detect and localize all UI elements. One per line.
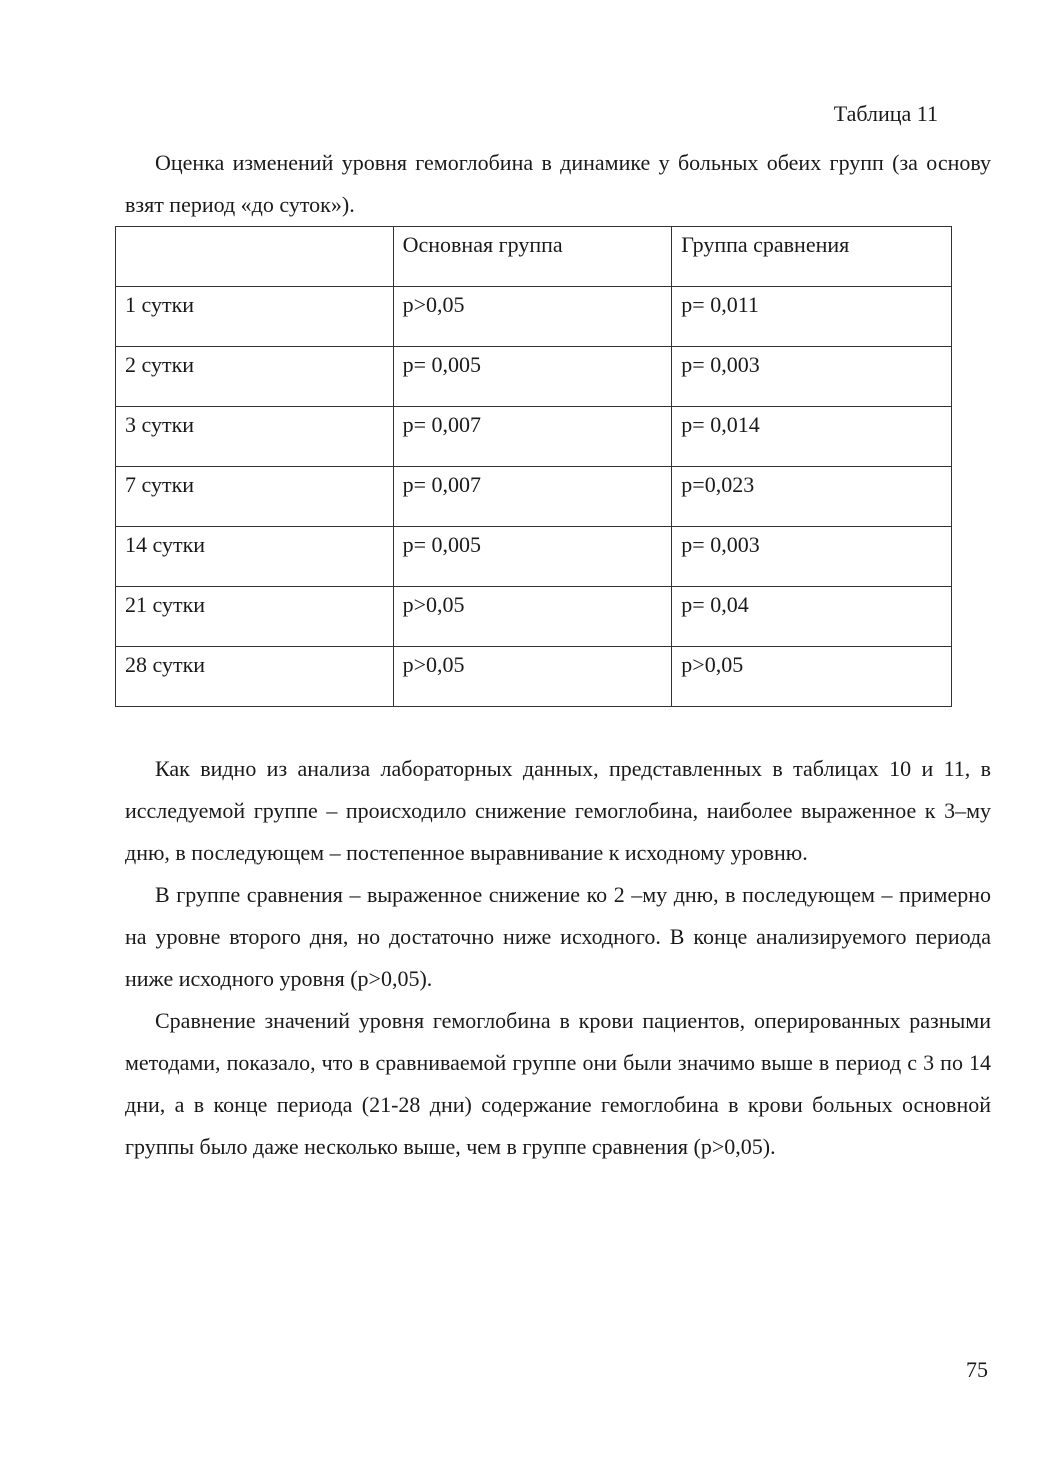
table-row: [116, 407, 952, 467]
results-table: [115, 226, 952, 707]
table-cell-comparison-group: p=0,023: [672, 467, 952, 527]
table-row: [116, 347, 952, 407]
table-cell-period: 28 сутки: [116, 647, 394, 707]
paragraph: Как видно из анализа лабораторных данных, представленных в таблицах 10 и 11, в исследуемой группе – происходило снижение гемоглобина, наиболее выраженное к 3–му дню, в последующем – постепенное выравнивание к исходному уровню.: [125, 756, 991, 865]
table-number-label: Таблица 11: [833, 101, 938, 126]
table-cell-period: 14 сутки: [116, 527, 394, 587]
table-cell-period: 2 сутки: [116, 347, 394, 407]
table-cell-comparison-group: p>0,05: [672, 647, 952, 707]
table-cell-main-group: p>0,05: [393, 647, 672, 707]
table-cell-comparison-group: p= 0,011: [672, 287, 952, 347]
table-row: [116, 527, 952, 587]
table-row: [116, 287, 952, 347]
table-cell-period: 3 сутки: [116, 407, 394, 467]
table-header-cell: [116, 227, 394, 287]
table-cell-comparison-group: p= 0,003: [672, 347, 952, 407]
table-cell-period: 21 сутки: [116, 587, 394, 647]
table-cell-comparison-group: p= 0,014: [672, 407, 952, 467]
table-row: [116, 647, 952, 707]
table-row: [116, 587, 952, 647]
table-caption: Оценка изменений уровня гемоглобина в динамике у больных обеих групп (за основу взят период «до суток»).: [125, 150, 991, 217]
table-row: [116, 467, 952, 527]
table-cell-period: 7 сутки: [116, 467, 394, 527]
table-header-cell: Основная группа: [393, 227, 672, 287]
table-header-row: [116, 227, 952, 287]
table-cell-period: 1 сутки: [116, 287, 394, 347]
table-cell-main-group: p>0,05: [393, 287, 672, 347]
paragraph: В группе сравнения – выраженное снижение ко 2 –му дню, в последующем – примерно на уровне второго дня, но достаточно ниже исходного. В конце анализируемого периода ниже исходного уровня (р>0,05).: [125, 882, 991, 991]
table-cell-comparison-group: p= 0,003: [672, 527, 952, 587]
table-cell-main-group: p= 0,005: [393, 527, 672, 587]
paragraph: Сравнение значений уровня гемоглобина в крови пациентов, оперированных разными методами, показало, что в сравниваемой группе они были значимо выше в период с 3 по 14 дни, а в конце периода (21-28 дни) содержание гемоглобина в крови больных основной группы было даже несколько выше, чем в группе сравнения (р>0,05).: [125, 1008, 991, 1159]
table-header-cell: Группа сравнения: [672, 227, 952, 287]
table-cell-main-group: p= 0,007: [393, 467, 672, 527]
table-cell-main-group: p= 0,007: [393, 407, 672, 467]
table-cell-main-group: p= 0,005: [393, 347, 672, 407]
body-text: [125, 748, 991, 1168]
table-cell-main-group: p>0,05: [393, 587, 672, 647]
table-cell-comparison-group: p= 0,04: [672, 587, 952, 647]
page-number: 75: [966, 1357, 988, 1382]
